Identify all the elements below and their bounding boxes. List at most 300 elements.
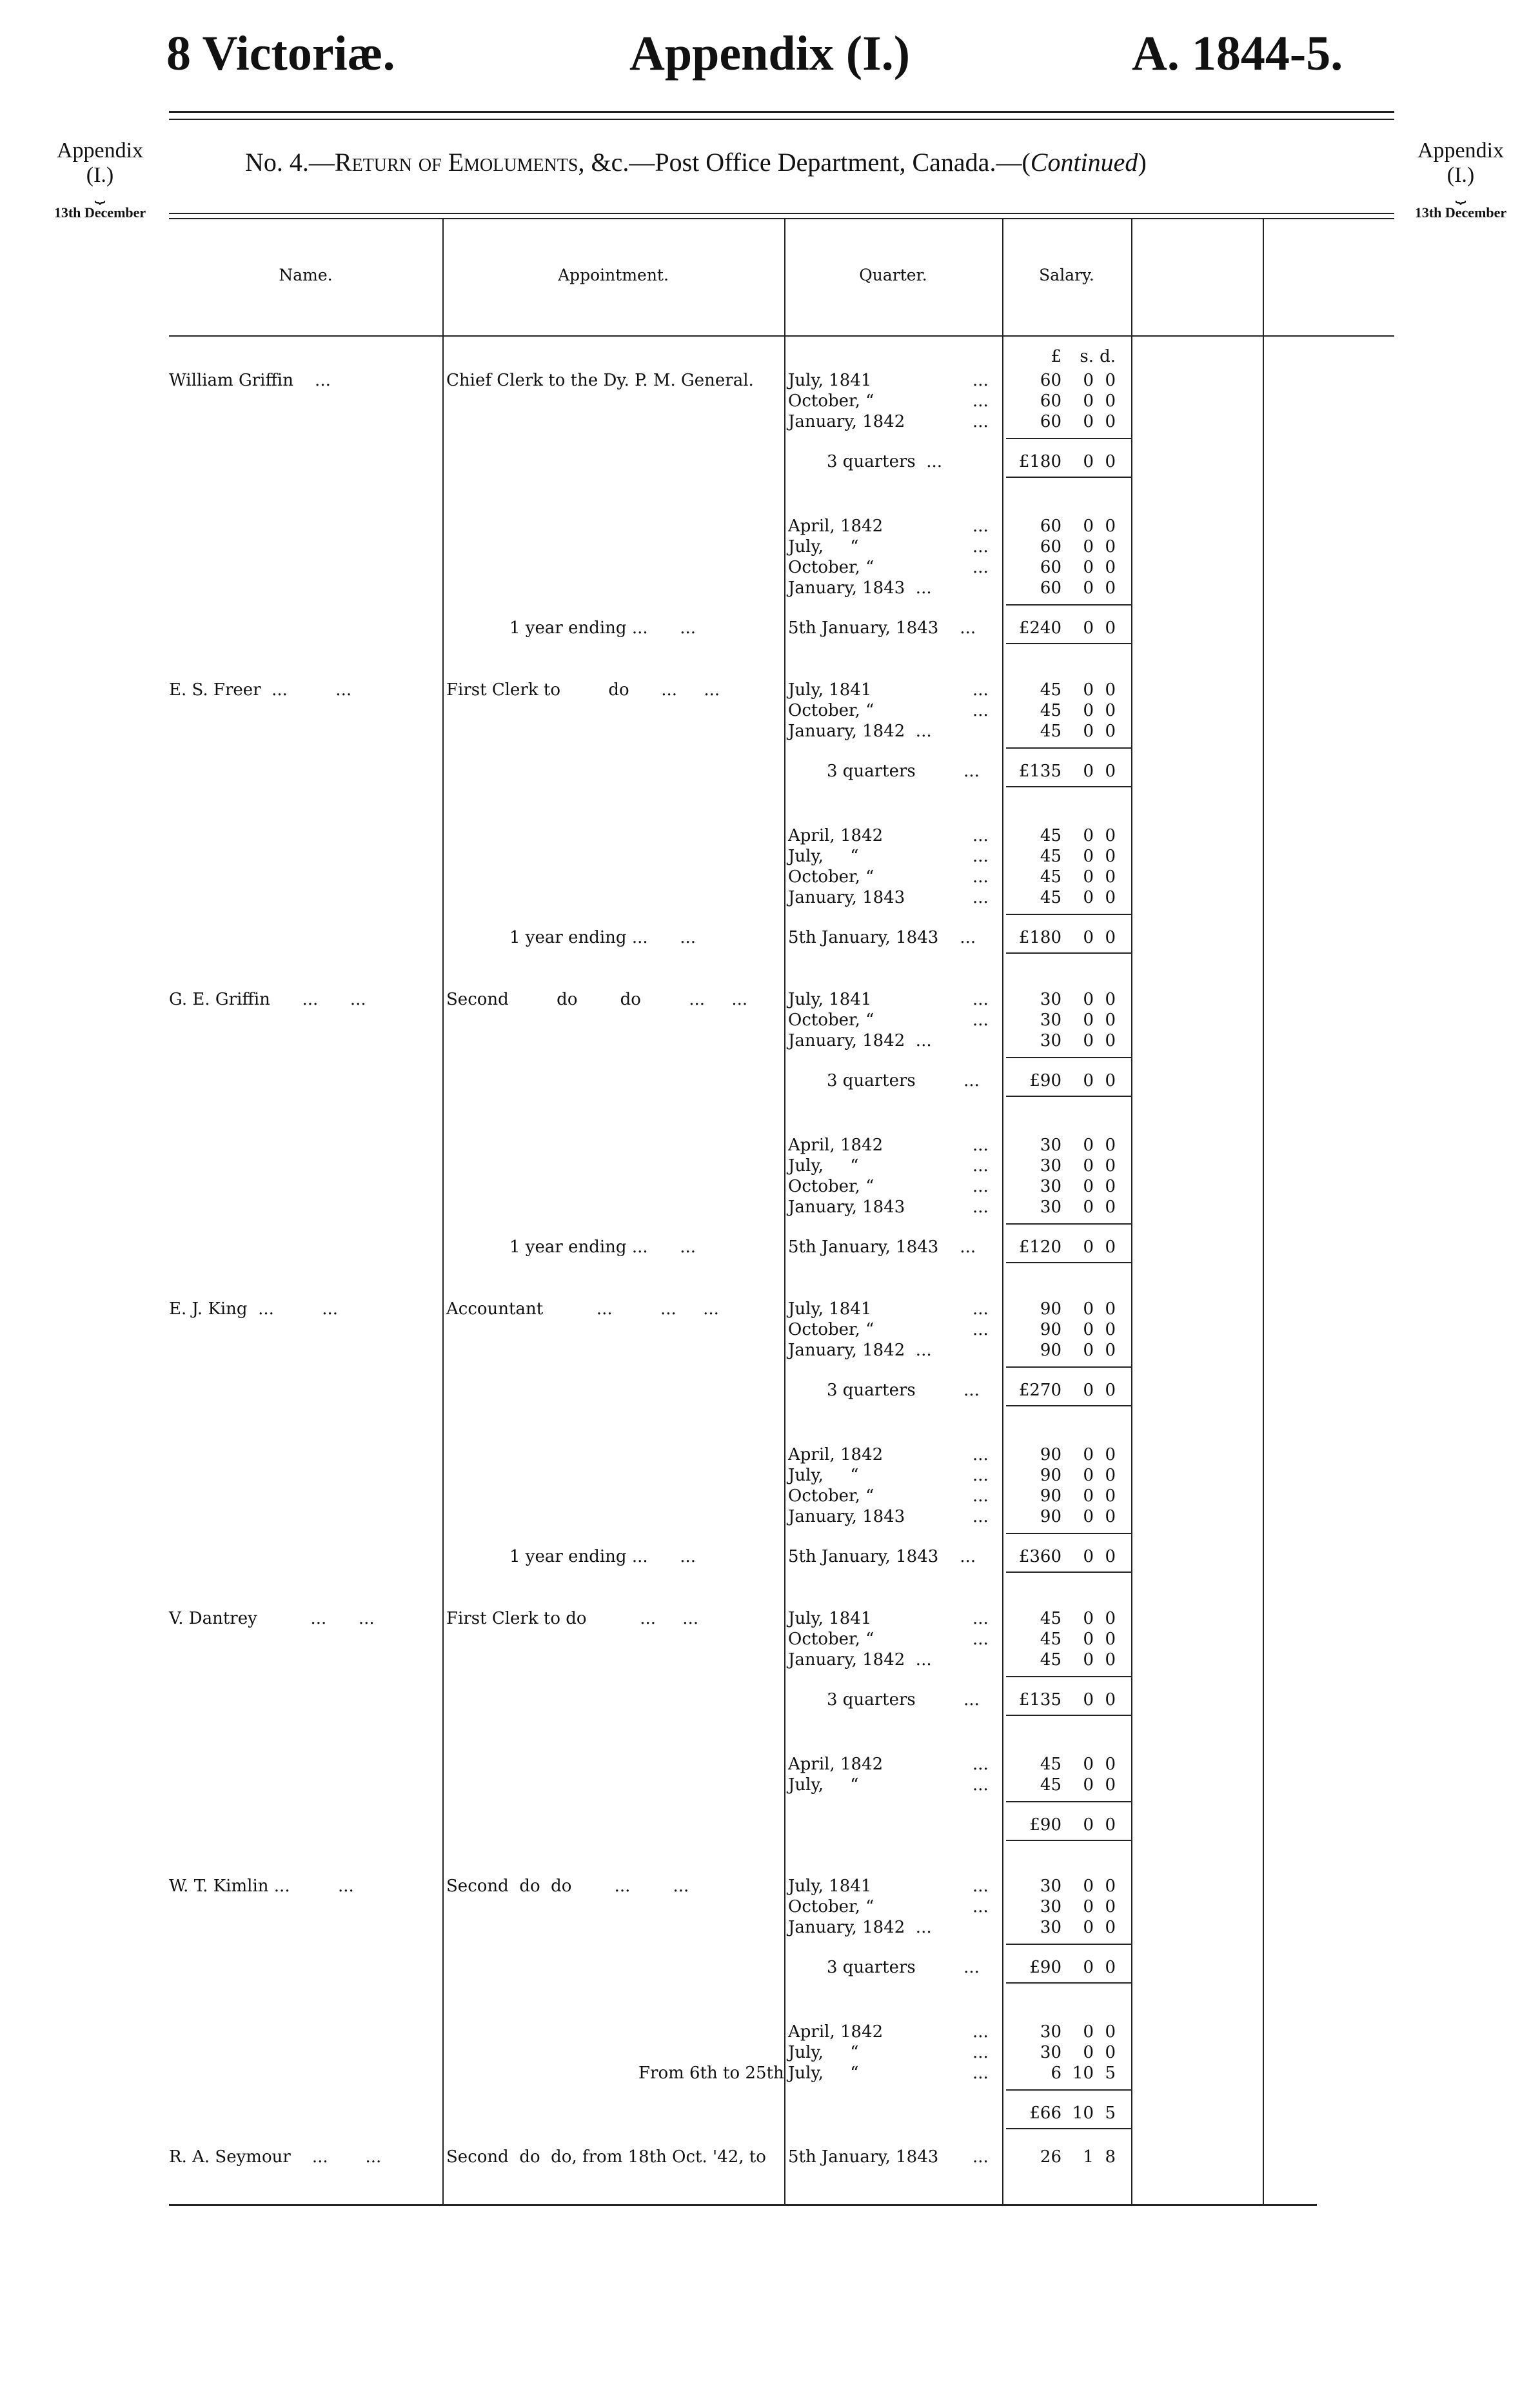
salary-pence: 0 xyxy=(1105,1486,1116,1506)
subtotal-rule xyxy=(1006,1571,1131,1573)
salary-amount xyxy=(1007,1650,1116,1670)
salary-amount xyxy=(1007,990,1116,1009)
subtotal-amount xyxy=(1007,1381,1116,1400)
salary-amount xyxy=(1007,371,1116,390)
subtotal-rule xyxy=(1006,1676,1131,1677)
salary-shillings: 0 xyxy=(1083,1877,1094,1896)
salary-amount xyxy=(1007,1507,1116,1526)
quarter-label: April, 1842 xyxy=(788,2022,884,2042)
employee-name: E. S. Freer ... ... xyxy=(169,680,352,700)
col-head-salary: Salary. xyxy=(1039,266,1094,284)
quarter-dots: ... xyxy=(972,1877,989,1896)
column-head-rule xyxy=(169,335,1394,337)
salary-pence: 0 xyxy=(1105,537,1116,557)
subtotal-rule xyxy=(1006,604,1131,606)
subtotal-label: 3 quarters ... xyxy=(827,452,943,471)
salary-amount xyxy=(1007,1897,1116,1916)
salary-shillings: 0 xyxy=(1083,558,1094,577)
salary-shillings: 0 xyxy=(1083,1445,1094,1464)
salary-shillings: 0 xyxy=(1083,1486,1094,1506)
col-head-name: Name. xyxy=(279,266,333,284)
salary-pounds: 30 xyxy=(1040,1918,1061,1937)
salary-shillings: 0 xyxy=(1083,680,1094,700)
quarter-label: July, “ xyxy=(788,1466,859,1485)
quarter-label: October, “ xyxy=(788,1320,874,1339)
salary-amount xyxy=(1007,578,1116,598)
subtotal-rule xyxy=(1006,786,1131,787)
subtotal-amount xyxy=(1007,452,1116,471)
salary-pence: 0 xyxy=(1105,1177,1116,1196)
salary-shillings: 0 xyxy=(1083,1136,1094,1155)
quarter-dots: ... xyxy=(972,1486,989,1506)
salary-shillings: 0 xyxy=(1083,1897,1094,1916)
salary-units xyxy=(1007,347,1116,366)
table-bottom-rule xyxy=(169,2204,1317,2206)
salary-pence: 0 xyxy=(1105,1299,1116,1319)
salary-amount xyxy=(1007,1918,1116,1937)
quarter-dots: ... xyxy=(972,990,989,1009)
side-note-right xyxy=(1393,139,1528,225)
quarter-label: July, “ xyxy=(788,1156,859,1176)
subtotal-label: 5th January, 1843 ... xyxy=(788,1237,976,1257)
salary-amount xyxy=(1007,1197,1116,1217)
subtotal-label: 5th January, 1843 ... xyxy=(788,1547,976,1566)
quarter-dots: ... xyxy=(972,701,989,720)
salary-pence: 0 xyxy=(1105,558,1116,577)
salary-shillings: 0 xyxy=(1083,722,1094,741)
quarter-label: October, “ xyxy=(788,1897,874,1916)
quarter-label: October, “ xyxy=(788,701,874,720)
employee-name: E. J. King ... ... xyxy=(169,1299,339,1319)
title-middle: &c.—Post Office Department, Canada.—( xyxy=(584,148,1031,177)
salary-pounds: 90 xyxy=(1040,1466,1061,1485)
subtotal-rule xyxy=(1006,2128,1131,2129)
appointment: Chief Clerk to the Dy. P. M. General. xyxy=(446,371,754,390)
salary-pounds: £90 xyxy=(1029,1815,1061,1835)
quarter-dots: ... xyxy=(972,1609,989,1628)
quarter-label: October, “ xyxy=(788,1486,874,1506)
salary-pence: 0 xyxy=(1105,1958,1116,1977)
salary-shillings: 0 xyxy=(1083,1609,1094,1628)
salary-shillings: 0 xyxy=(1083,1547,1094,1566)
salary-pence: 0 xyxy=(1105,762,1116,781)
salary-pounds: 45 xyxy=(1040,1650,1061,1670)
salary-pence: 8 xyxy=(1105,2147,1116,2167)
salary-pence: 0 xyxy=(1105,452,1116,471)
salary-shillings: 0 xyxy=(1083,1466,1094,1485)
subtotal-amount xyxy=(1007,1547,1116,1566)
salary-pence: 0 xyxy=(1105,371,1116,390)
salary-pounds: 90 xyxy=(1040,1341,1061,1360)
quarter-label: July, “ xyxy=(788,1775,859,1795)
salary-shillings: 10 xyxy=(1072,2104,1094,2123)
salary-pence: 0 xyxy=(1105,1547,1116,1566)
salary-shillings: 0 xyxy=(1083,1341,1094,1360)
quarter-dots: ... xyxy=(972,1177,989,1196)
side-note-label: Appendix xyxy=(1417,139,1505,163)
salary-pounds: £120 xyxy=(1018,1237,1061,1257)
salary-pounds: £135 xyxy=(1018,762,1061,781)
salary-pounds: 30 xyxy=(1040,1031,1061,1050)
salary-pence: 0 xyxy=(1105,847,1116,866)
salary-pounds: 30 xyxy=(1040,990,1061,1009)
salary-amount xyxy=(1007,1877,1116,1896)
subtotal-rule xyxy=(1006,643,1131,644)
salary-pounds: £180 xyxy=(1018,928,1061,947)
subtotal-amount xyxy=(1007,618,1116,638)
quarter-label: July, 1841 xyxy=(788,1609,872,1628)
salary-pounds: 60 xyxy=(1040,558,1061,577)
quarter-label: July, “ xyxy=(788,2043,859,2062)
salary-shillings: 0 xyxy=(1083,578,1094,598)
quarter-label: July, “ xyxy=(788,537,859,557)
quarter-label: April, 1842 xyxy=(788,1136,884,1155)
salary-pounds: £90 xyxy=(1029,1071,1061,1090)
appointment: First Clerk to do ... ... xyxy=(446,680,720,700)
salary-amount xyxy=(1007,517,1116,536)
quarter-label: January, 1842 ... xyxy=(788,1031,932,1050)
salary-shillings: 0 xyxy=(1083,1031,1094,1050)
quarter-label: July, 1841 xyxy=(788,1299,872,1319)
employee-name: V. Dantrey ... ... xyxy=(169,1609,375,1628)
quarter-dots: ... xyxy=(972,1445,989,1464)
salary-amount xyxy=(1007,722,1116,741)
quarter-dots: ... xyxy=(972,1156,989,1176)
quarter-dots: ... xyxy=(972,537,989,557)
subtotal-rule xyxy=(1006,747,1131,749)
quarter-dots: ... xyxy=(972,1010,989,1030)
salary-pounds: 6 xyxy=(1051,2064,1061,2083)
salary-shillings: 0 xyxy=(1083,1010,1094,1030)
side-note-brace: ⏟ xyxy=(1455,184,1466,204)
quarter-label: January, 1842 ... xyxy=(788,1341,932,1360)
salary-shillings: 10 xyxy=(1072,2064,1094,2083)
salary-pounds: 30 xyxy=(1040,2043,1061,2062)
salary-pence: 0 xyxy=(1105,2043,1116,2062)
salary-pounds: 26 xyxy=(1040,2147,1061,2167)
salary-pounds: 45 xyxy=(1040,888,1061,907)
quarter-dots: ... xyxy=(972,371,989,390)
quarter-label: January, 1843 xyxy=(788,888,905,907)
quarter-dots: ... xyxy=(972,2022,989,2042)
quarter-dots: ... xyxy=(972,1299,989,1319)
salary-pounds: 60 xyxy=(1040,412,1061,431)
year-ending-label: 1 year ending ... ... xyxy=(509,1237,696,1257)
subtotal-amount xyxy=(1007,1237,1116,1257)
salary-amount xyxy=(1007,1320,1116,1339)
salary-pence: 0 xyxy=(1105,1156,1116,1176)
subtotal-rule xyxy=(1006,1715,1131,1716)
salary-pounds: £180 xyxy=(1018,452,1061,471)
title-suffix: ) xyxy=(1138,148,1147,177)
salary-pence: 5 xyxy=(1105,2064,1116,2083)
unit-shillings: s. xyxy=(1080,347,1094,366)
col-divider-5 xyxy=(1263,218,1264,2204)
quarter-dots: ... xyxy=(972,1630,989,1649)
salary-pounds: 60 xyxy=(1040,371,1061,390)
salary-pence: 0 xyxy=(1105,1775,1116,1795)
salary-amount xyxy=(1007,1775,1116,1795)
salary-pence: 0 xyxy=(1105,412,1116,431)
salary-pounds: 45 xyxy=(1040,826,1061,845)
salary-shillings: 0 xyxy=(1083,452,1094,471)
quarter-label: January, 1842 ... xyxy=(788,722,932,741)
salary-pounds: 45 xyxy=(1040,1609,1061,1628)
salary-pence: 0 xyxy=(1105,1466,1116,1485)
salary-pence: 0 xyxy=(1105,701,1116,720)
salary-amount xyxy=(1007,1486,1116,1506)
subtotal-rule xyxy=(1006,1533,1131,1534)
salary-amount xyxy=(1007,1630,1116,1649)
salary-shillings: 0 xyxy=(1083,867,1094,887)
title-prefix: No. 4.— xyxy=(245,148,335,177)
quarter-dots: ... xyxy=(972,1775,989,1795)
salary-pounds: 30 xyxy=(1040,2022,1061,2042)
salary-amount xyxy=(1007,701,1116,720)
quarter-dots: ... xyxy=(972,888,989,907)
quarter-dots: ... xyxy=(972,2043,989,2062)
salary-amount xyxy=(1007,1031,1116,1050)
subtotal-rule xyxy=(1006,1096,1131,1097)
salary-shillings: 0 xyxy=(1083,1071,1094,1090)
quarter-dots: ... xyxy=(972,1136,989,1155)
subtotal-label: 3 quarters ... xyxy=(827,1690,980,1709)
salary-shillings: 0 xyxy=(1083,1650,1094,1670)
subtotal-label: 5th January, 1843 ... xyxy=(788,928,976,947)
employee-name: G. E. Griffin ... ... xyxy=(169,990,366,1009)
salary-pounds: £240 xyxy=(1018,618,1061,638)
salary-amount xyxy=(1007,826,1116,845)
year-ending-label: 1 year ending ... ... xyxy=(509,618,696,638)
subtotal-amount xyxy=(1007,762,1116,781)
col-divider-1 xyxy=(442,218,444,2204)
quarter-label: July, 1841 xyxy=(788,1877,872,1896)
salary-shillings: 0 xyxy=(1083,371,1094,390)
salary-pence: 0 xyxy=(1105,1877,1116,1896)
salary-pounds: 90 xyxy=(1040,1299,1061,1319)
salary-shillings: 0 xyxy=(1083,412,1094,431)
quarter-label: October, “ xyxy=(788,558,874,577)
salary-shillings: 1 xyxy=(1083,2147,1094,2167)
title-smallcaps: Return of Emoluments, xyxy=(334,148,585,177)
salary-pence: 0 xyxy=(1105,867,1116,887)
quarter-dots: ... xyxy=(972,391,989,411)
salary-amount xyxy=(1007,412,1116,431)
salary-pence: 0 xyxy=(1105,990,1116,1009)
side-note-date: 13th December xyxy=(54,204,146,221)
salary-pence: 0 xyxy=(1105,1815,1116,1835)
year-ending-label: 1 year ending ... ... xyxy=(509,928,696,947)
quarter-label: October, “ xyxy=(788,1010,874,1030)
quarter-dots: ... xyxy=(972,1320,989,1339)
salary-shillings: 0 xyxy=(1083,391,1094,411)
salary-pounds: £360 xyxy=(1018,1547,1061,1566)
quarter-label: July, “ xyxy=(788,847,859,866)
salary-shillings: 0 xyxy=(1083,1299,1094,1319)
salary-pounds: 30 xyxy=(1040,1010,1061,1030)
quarter-dots: ... xyxy=(972,412,989,431)
salary-shillings: 0 xyxy=(1083,1177,1094,1196)
salary-pence: 0 xyxy=(1105,517,1116,536)
salary-pounds: 45 xyxy=(1040,680,1061,700)
side-note-label: Appendix xyxy=(56,139,144,163)
salary-pence: 0 xyxy=(1105,1031,1116,1050)
subtotal-rule xyxy=(1006,2089,1131,2091)
salary-pence: 0 xyxy=(1105,1690,1116,1709)
salary-amount xyxy=(1007,1755,1116,1774)
salary-shillings: 0 xyxy=(1083,1775,1094,1795)
salary-amount xyxy=(1007,2064,1116,2083)
salary-pounds: 45 xyxy=(1040,1755,1061,1774)
salary-amount xyxy=(1007,1156,1116,1176)
table-top-rule xyxy=(169,213,1394,214)
subtotal-rule xyxy=(1006,1262,1131,1263)
salary-pounds: 60 xyxy=(1040,537,1061,557)
subtotal-rule xyxy=(1006,438,1131,439)
salary-shillings: 0 xyxy=(1083,1918,1094,1937)
appointment: Second do do ... ... xyxy=(446,1877,689,1896)
subtotal-label: 3 quarters ... xyxy=(827,762,980,781)
salary-pence: 5 xyxy=(1105,2104,1116,2123)
salary-shillings: 0 xyxy=(1083,618,1094,638)
unit-pounds: £ xyxy=(1051,347,1061,366)
quarter-label: April, 1842 xyxy=(788,826,884,845)
employee-name: R. A. Seymour ... ... xyxy=(169,2147,382,2167)
appointment-note: From 6th to 25th xyxy=(638,2064,784,2083)
salary-shillings: 0 xyxy=(1083,1958,1094,1977)
subtotal-rule xyxy=(1006,1405,1131,1406)
salary-pence: 0 xyxy=(1105,1445,1116,1464)
quarter-label: January, 1843 ... xyxy=(788,578,932,598)
col-head-quarter: Quarter. xyxy=(859,266,927,284)
salary-pounds: £90 xyxy=(1029,1958,1061,1977)
salary-amount xyxy=(1007,391,1116,411)
salary-pence: 0 xyxy=(1105,722,1116,741)
salary-pence: 0 xyxy=(1105,391,1116,411)
quarter-label: July, 1841 xyxy=(788,371,872,390)
subtotal-rule xyxy=(1006,477,1131,478)
quarter-label: January, 1842 ... xyxy=(788,1650,932,1670)
subtotal-rule xyxy=(1006,1801,1131,1802)
salary-amount xyxy=(1007,1010,1116,1030)
salary-pence: 0 xyxy=(1105,1237,1116,1257)
salary-pounds: 30 xyxy=(1040,1177,1061,1196)
appointment: First Clerk to do ... ... xyxy=(446,1609,699,1628)
salary-pence: 0 xyxy=(1105,1897,1116,1916)
quarter-dots: ... xyxy=(972,1466,989,1485)
quarter-label: October, “ xyxy=(788,1630,874,1649)
quarter-dots: ... xyxy=(972,1197,989,1217)
subtotal-label: 3 quarters ... xyxy=(827,1958,980,1977)
title-italic: Continued xyxy=(1030,148,1138,177)
quarter-label: July, “ xyxy=(788,2064,859,2083)
salary-shillings: 0 xyxy=(1083,2022,1094,2042)
salary-pence: 0 xyxy=(1105,618,1116,638)
salary-amount xyxy=(1007,2022,1116,2042)
subtotal-rule xyxy=(1006,914,1131,915)
salary-shillings: 0 xyxy=(1083,1320,1094,1339)
salary-shillings: 0 xyxy=(1083,1237,1094,1257)
quarter-dots: ... xyxy=(972,558,989,577)
quarter-label: April, 1842 xyxy=(788,1755,884,1774)
subtotal-amount xyxy=(1007,1958,1116,1977)
quarter-dots: ... xyxy=(972,517,989,536)
side-note-left xyxy=(26,139,174,225)
salary-shillings: 0 xyxy=(1083,928,1094,947)
appointment: Second do do, from 18th Oct. '42, to xyxy=(446,2147,766,2167)
header-right: A. 1844-5. xyxy=(1132,26,1343,81)
salary-pounds: 90 xyxy=(1040,1320,1061,1339)
salary-amount xyxy=(1007,2043,1116,2062)
salary-pounds: 90 xyxy=(1040,1507,1061,1526)
salary-pence: 0 xyxy=(1105,2022,1116,2042)
salary-amount xyxy=(1007,1177,1116,1196)
salary-pounds: 60 xyxy=(1040,578,1061,598)
salary-amount xyxy=(1007,888,1116,907)
salary-pounds: 30 xyxy=(1040,1136,1061,1155)
salary-shillings: 0 xyxy=(1083,2043,1094,2062)
salary-pounds: 90 xyxy=(1040,1486,1061,1506)
salary-amount xyxy=(1007,847,1116,866)
salary-pence: 0 xyxy=(1105,1010,1116,1030)
salary-pounds: £270 xyxy=(1018,1381,1061,1400)
subtotal-label: 3 quarters ... xyxy=(827,1381,980,1400)
salary-pence: 0 xyxy=(1105,928,1116,947)
col-head-appointment: Appointment. xyxy=(558,266,669,284)
salary-shillings: 0 xyxy=(1083,1381,1094,1400)
salary-pounds: 30 xyxy=(1040,1897,1061,1916)
quarter-label: January, 1842 ... xyxy=(788,1918,932,1937)
quarter-dots: ... xyxy=(972,1755,989,1774)
subtotal-rule xyxy=(1006,1982,1131,1984)
salary-shillings: 0 xyxy=(1083,1507,1094,1526)
salary-shillings: 0 xyxy=(1083,762,1094,781)
salary-amount xyxy=(1007,537,1116,557)
salary-pence: 0 xyxy=(1105,1381,1116,1400)
subtotal-amount xyxy=(1007,928,1116,947)
subtotal-amount xyxy=(1007,2104,1116,2123)
salary-shillings: 0 xyxy=(1083,1690,1094,1709)
salary-pounds: 45 xyxy=(1040,701,1061,720)
quarter-label: July, 1841 xyxy=(788,680,872,700)
quarter-dots: ... xyxy=(972,1507,989,1526)
col-divider-4 xyxy=(1131,218,1132,2204)
salary-amount xyxy=(1007,2147,1116,2167)
subtotal-amount xyxy=(1007,1815,1116,1835)
header-rule-top xyxy=(169,111,1394,113)
salary-pounds: £66 xyxy=(1029,2104,1061,2123)
return-title xyxy=(245,147,1147,177)
salary-pence: 0 xyxy=(1105,1918,1116,1937)
unit-pence: d. xyxy=(1100,347,1116,366)
year-ending-label: 1 year ending ... ... xyxy=(509,1547,696,1566)
salary-pounds: 45 xyxy=(1040,867,1061,887)
appointment: Accountant ... ... ... xyxy=(446,1299,719,1319)
quarter-dots: ... xyxy=(972,2064,989,2083)
salary-amount xyxy=(1007,680,1116,700)
salary-pounds: 45 xyxy=(1040,1630,1061,1649)
salary-amount xyxy=(1007,1445,1116,1464)
subtotal-rule xyxy=(1006,1840,1131,1841)
subtotal-rule xyxy=(1006,1223,1131,1225)
salary-pence: 0 xyxy=(1105,1755,1116,1774)
salary-shillings: 0 xyxy=(1083,517,1094,536)
employee-name: W. T. Kimlin ... ... xyxy=(169,1877,354,1896)
salary-shillings: 0 xyxy=(1083,701,1094,720)
subtotal-rule xyxy=(1006,952,1131,954)
quarter-dots: ... xyxy=(972,847,989,866)
salary-pounds: 60 xyxy=(1040,517,1061,536)
